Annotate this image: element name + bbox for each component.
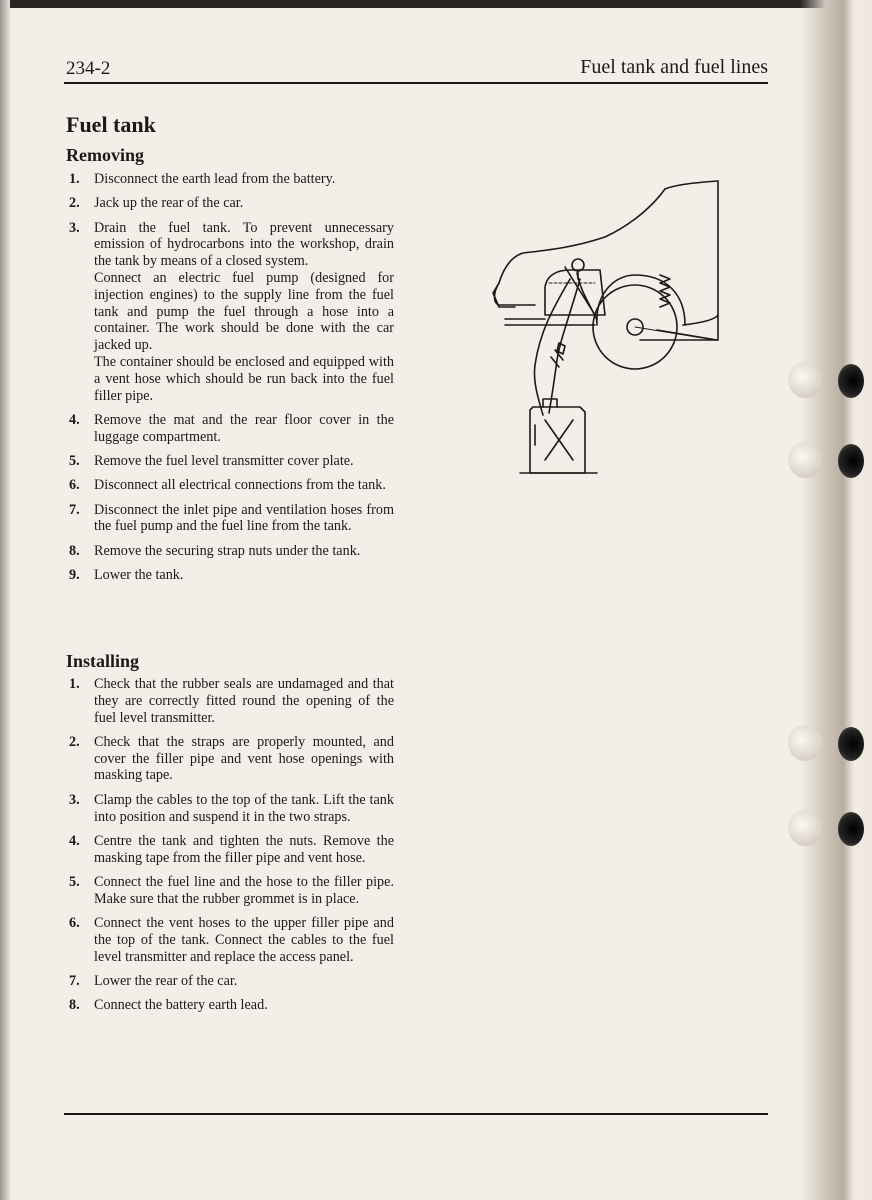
step-item bbox=[66, 567, 394, 584]
page-number: 234-2 bbox=[66, 58, 111, 79]
step-text: Remove the fuel level transmitter cover plate. bbox=[94, 452, 354, 469]
step-text: The container should be enclosed and equipped with a vent hose which should be run back into the fuel filler pipe. bbox=[94, 353, 394, 404]
step-text: Connect the vent hoses to the upper filler pipe and the top of the tank. Connect the cables to the fuel level transmitter and replace the access panel. bbox=[94, 915, 394, 965]
step-number: 1. bbox=[69, 171, 80, 187]
binder-ring bbox=[838, 364, 864, 398]
binder-ring bbox=[838, 812, 864, 846]
binder-hole bbox=[788, 725, 822, 761]
page-top-edge bbox=[0, 0, 872, 8]
step-item bbox=[66, 676, 394, 726]
step-text: Lower the tank. bbox=[94, 566, 184, 583]
step-item bbox=[66, 477, 394, 494]
step-item bbox=[66, 502, 394, 536]
step-number: 7. bbox=[69, 501, 80, 518]
step-item bbox=[66, 453, 394, 470]
step-number: 5. bbox=[69, 873, 80, 890]
step-text: Connect the fuel line and the hose to the filler pipe. Make sure that the rubber grommet is in place. bbox=[94, 873, 394, 907]
step-number: 3. bbox=[69, 791, 80, 808]
step-item bbox=[66, 543, 394, 560]
installing-title: Installing bbox=[66, 651, 140, 671]
binder-hole bbox=[788, 362, 822, 398]
step-text: Check that the straps are properly mounted, and cover the filler pipe and vent hose openings with masking tape. bbox=[94, 733, 394, 784]
step-text: Connect an electric fuel pump (designed for injection engines) to the supply line from the fuel tank and pump the fuel through a hose into a container. The work should be done with the car jacked up. bbox=[94, 269, 394, 354]
step-text: Disconnect the inlet pipe and ventilation hoses from the fuel pump and the fuel line from the tank. bbox=[94, 501, 394, 535]
step-text: Disconnect the earth lead from the battery. bbox=[94, 171, 336, 187]
step-item bbox=[66, 734, 394, 784]
step-number: 9. bbox=[69, 566, 80, 583]
step-number: 4. bbox=[69, 411, 80, 428]
section-title: Fuel tank bbox=[66, 112, 156, 137]
step-text: Check that the rubber seals are undamaged and that they are correctly fitted round the opening of the fuel level transmitter. bbox=[94, 676, 394, 726]
binder-hole bbox=[788, 810, 822, 846]
fuel-drain-illustration bbox=[485, 175, 730, 480]
step-text: Centre the tank and tighten the nuts. Remove the masking tape from the filler pipe and vent hose. bbox=[94, 832, 394, 866]
running-title: Fuel tank and fuel lines bbox=[580, 56, 768, 78]
step-number: 4. bbox=[69, 832, 80, 849]
removing-title: Removing bbox=[66, 145, 144, 165]
step-text: Jack up the rear of the car. bbox=[94, 195, 244, 212]
step-number: 3. bbox=[69, 219, 80, 236]
page-left-edge bbox=[0, 0, 10, 1200]
step-item bbox=[66, 874, 394, 908]
footer-rule bbox=[64, 1113, 768, 1115]
step-item bbox=[66, 997, 394, 1014]
binder-ring bbox=[838, 444, 864, 478]
removing-steps bbox=[66, 171, 394, 591]
step-number: 1. bbox=[69, 676, 80, 692]
step-number: 6. bbox=[69, 915, 80, 932]
header-rule bbox=[64, 82, 768, 84]
step-item bbox=[66, 195, 394, 212]
step-number: 7. bbox=[69, 972, 80, 989]
step-number: 2. bbox=[69, 733, 80, 750]
step-text: Disconnect all electrical connections from the tank. bbox=[94, 477, 386, 494]
step-text: Lower the rear of the car. bbox=[94, 972, 238, 989]
binding-shadow bbox=[800, 0, 872, 1200]
step-number: 6. bbox=[69, 477, 80, 494]
step-text: Clamp the cables to the top of the tank. Lift the tank into position and suspend it in the two straps. bbox=[94, 791, 394, 825]
step-number: 8. bbox=[69, 997, 80, 1014]
installing-steps bbox=[66, 676, 394, 1022]
step-text: Remove the mat and the rear floor cover in the luggage compartment. bbox=[94, 411, 394, 445]
step-number: 2. bbox=[69, 195, 80, 212]
step-text: Drain the fuel tank. To prevent unnecessary emission of hydrocarbons into the workshop, drain the tank by means of a closed system. bbox=[94, 219, 394, 270]
binder-ring bbox=[838, 727, 864, 761]
step-item bbox=[66, 973, 394, 990]
step-number: 8. bbox=[69, 542, 80, 559]
step-text: Connect the battery earth lead. bbox=[94, 997, 268, 1014]
step-item bbox=[66, 412, 394, 446]
step-item bbox=[66, 792, 394, 826]
step-item bbox=[66, 833, 394, 867]
step-item bbox=[66, 915, 394, 965]
step-text: Remove the securing strap nuts under the tank. bbox=[94, 542, 361, 559]
step-item bbox=[66, 220, 394, 405]
binder-hole bbox=[788, 442, 822, 478]
step-number: 5. bbox=[69, 452, 80, 469]
step-item bbox=[66, 171, 394, 188]
